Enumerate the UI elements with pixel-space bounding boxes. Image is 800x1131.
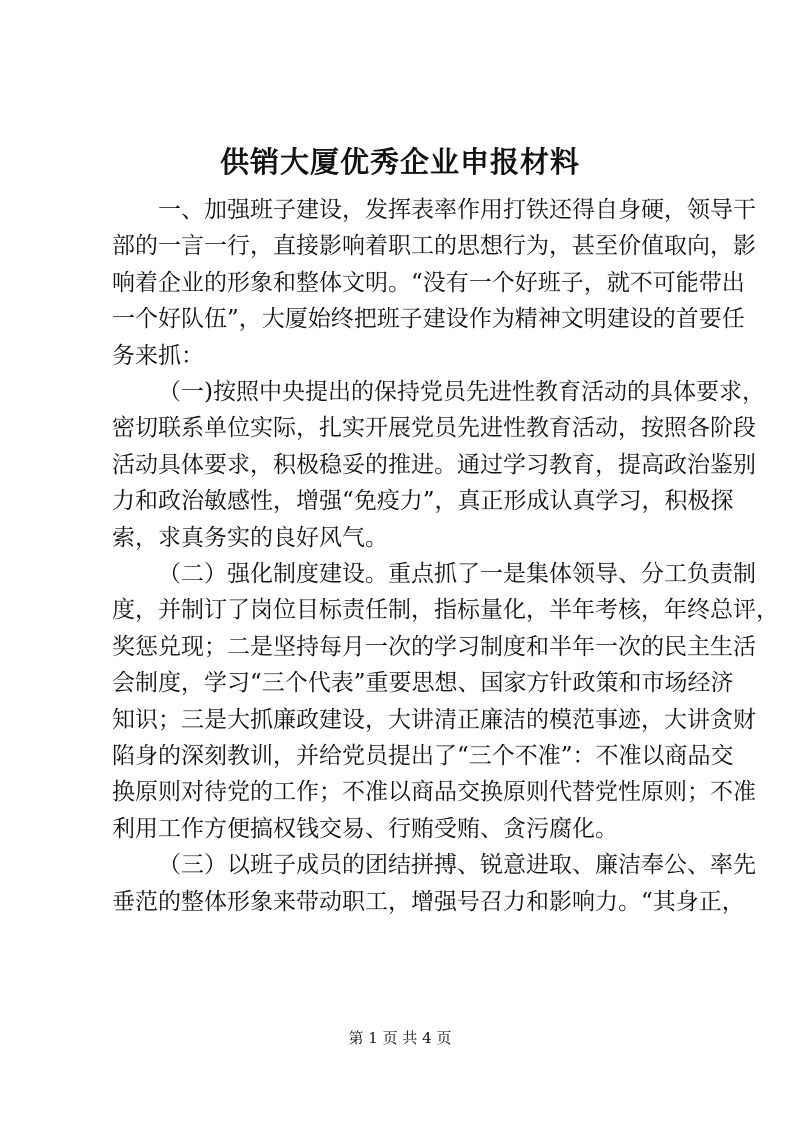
paragraph-1-line-1: 一、加强班子建设，发挥表率作用打铁还得自身硬，领导干 (158, 197, 756, 223)
paragraph-3-line-2: 度，并制订了岗位目标责任制，指标量化，半年考核，年终总评， (112, 597, 779, 623)
paragraph-2-line-2: 密切联系单位实际，扎实开展党员先进性教育活动，按照各阶段 (112, 415, 756, 441)
page-footer: 第 1 页 共 4 页 (348, 1029, 452, 1047)
paragraph-2-line-1: （一)按照中央提出的保持党员先进性教育活动的具体要求， (158, 379, 765, 405)
paragraph-3-line-3: 奖惩兑现；二是坚持每月一次的学习制度和半年一次的民主生活 (112, 634, 756, 660)
paragraph-3-line-8: 利用工作方便搞权钱交易、行贿受贿、贪污腐化。 (112, 816, 618, 842)
paragraph-3-line-4: 会制度，学习“三个代表”重要思想、国家方针政策和市场经济 (112, 670, 734, 696)
paragraph-2-line-4: 力和政治敏感性，增强“免疫力”，真正形成认真学习，积极探 (112, 488, 734, 514)
document-title: 供销大厦优秀企业申报材料 (219, 145, 580, 179)
paragraph-4-line-1: （三）以班子成员的团结拼搏、锐意进取、廉洁奉公、率先 (158, 852, 756, 878)
paragraph-1-line-5: 务来抓： (112, 343, 204, 369)
paragraph-3-line-6: 陷身的深刻教训，并给党员提出了“三个不准”：不准以商品交 (112, 743, 734, 769)
paragraph-3-line-1: （二）强化制度建设。重点抓了一是集体领导、分工负责制 (158, 561, 756, 587)
paragraph-2-line-3: 活动具体要求，积极稳妥的推进。通过学习教育，提高政治鉴别 (112, 452, 756, 478)
paragraph-1-line-2: 部的一言一行，直接影响着职工的思想行为，甚至价值取向，影 (112, 233, 756, 259)
paragraph-2-line-5: 索，求真务实的良好风气。 (112, 525, 388, 551)
paragraph-4-line-2: 垂范的整体形象来带动职工，增强号召力和影响力。“其身正， (112, 889, 745, 915)
paragraph-3-line-7: 换原则对待党的工作；不准以商品交换原则代替党性原则；不准 (112, 779, 756, 805)
paragraph-3-line-5: 知识；三是大抓廉政建设，大讲清正廉洁的模范事迹，大讲贪财 (112, 707, 756, 733)
paragraph-1-line-3: 响着企业的形象和整体文明。“没有一个好班子，就不可能带出 (112, 270, 745, 296)
paragraph-1-line-4: 一个好队伍”，大厦始终把班子建设作为精神文明建设的首要任 (112, 306, 745, 332)
